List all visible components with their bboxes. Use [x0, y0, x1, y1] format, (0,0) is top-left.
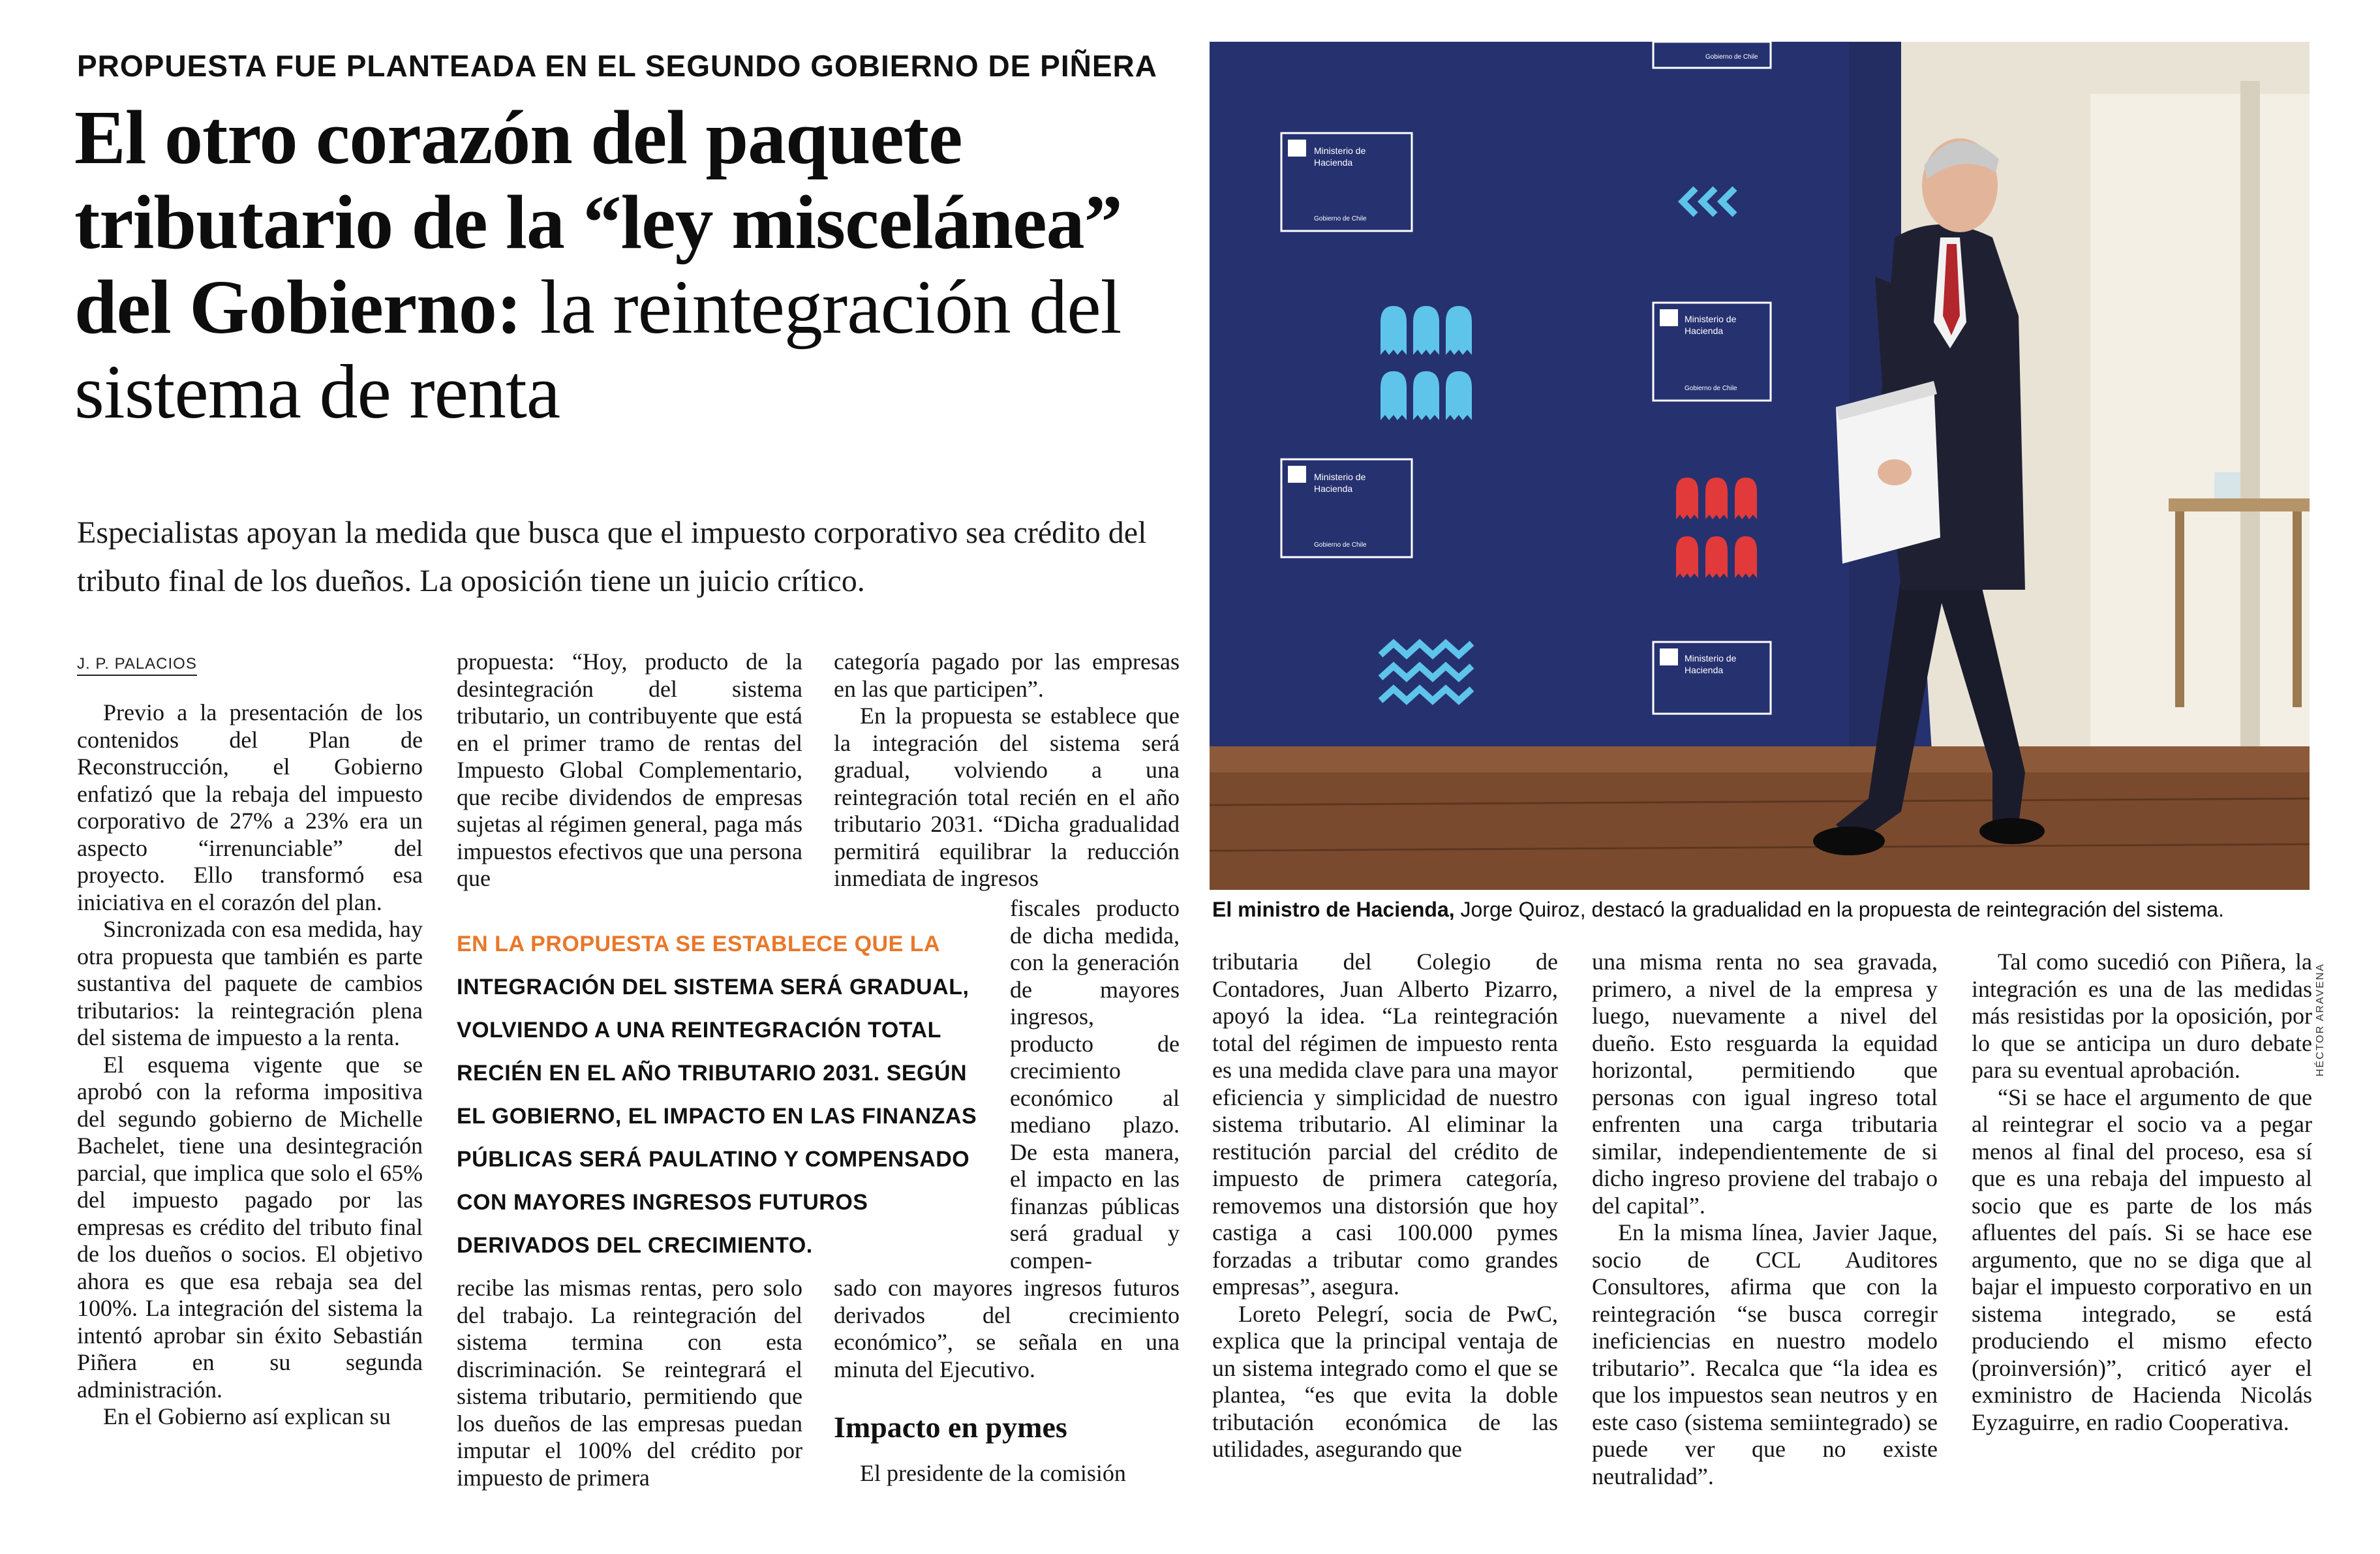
article-deck: Especialistas apoyan la medida que busca que el impuesto corporativo sea crédito del tributo final de los dueños. La oposición tiene un juicio crítico.: [77, 515, 1147, 598]
body-column-4: [1212, 949, 1558, 1463]
paragraph: una misma renta no sea gravada, primero, a nivel de la empresa y luego, nuevamente a nivel del dueño. Esto resguarda la equidad horizontal, permitiendo que personas con igual ingreso total enfrenten una carga tributaria similar, independientemente de si dicho ingreso proviene del trabajo o del capital”.: [1592, 949, 1938, 1219]
photo-caption: [1212, 896, 2308, 922]
pull-quote-accent: EN LA PROPUESTA SE ESTABLECE QUE LA: [457, 932, 939, 956]
paragraph: Tal como sucedió con Piñera, la integración es una de las medidas más resistidas por la oposición, por lo que se anticipa un duro debate para su eventual aprobación.: [1972, 949, 2312, 1083]
paragraph: categoría pagado por las empresas en las que participen”.: [834, 648, 1180, 702]
backdrop-label: Gobierno de Chile: [1705, 53, 1758, 61]
body-column-3-end: [834, 1460, 1180, 1487]
body-column-1: [77, 699, 423, 1431]
backdrop-label: Hacienda: [1685, 665, 1724, 675]
photo-credit: HÉCTOR ARAVENA: [2315, 962, 2326, 1076]
body-column-2-top: [457, 648, 802, 892]
paragraph: Loreto Pelegrí, socia de PwC, explica que la principal ventaja de un sistema integrado como el que se plantea, “es que evita la doble tributación económica de las utilidades, asegurando que: [1212, 1300, 1558, 1462]
article-kicker: PROPUESTA FUE PLANTEADA EN EL SEGUNDO GOBIERNO DE PIÑERA: [77, 49, 1157, 83]
backdrop-label: Gobierno de Chile: [1685, 385, 1737, 392]
paragraph: propuesta: “Hoy, producto de la desintegración del sistema tributario, un contribuyente que está en el primer tramo de rentas del Impuesto Global Complementario, que recibe dividendos de empresas sujetas al régimen general, paga más impuestos efectivos que una persona que: [457, 648, 802, 891]
paragraph: El presidente de la comisión: [860, 1460, 1126, 1486]
paragraph: recibe las mismas rentas, pero solo del trabajo. La reintegración del sistema termina con esta discriminación. Se reintegrará el sistema tributario, permitiendo que los dueños de las empresas puedan imputar el 100% del crédito por impuesto de primera: [457, 1275, 802, 1491]
paragraph: sado con mayores ingresos futuros derivados del crecimiento económico”, se señala en una minuta del Ejecutivo.: [834, 1275, 1180, 1382]
backdrop-label: Hacienda: [1314, 157, 1353, 168]
paragraph: En la misma línea, Javier Jaque, socio de CCL Auditores Consultores, afirma que con la reintegración “se busca corregir ineficiencias en nuestro modelo tributario”. Recalca que “la idea es que los impuestos sean neutros y en este caso (sistema semiintegrado) se puede ver que no existe neutralidad”.: [1592, 1219, 1938, 1489]
backdrop-label: Hacienda: [1314, 483, 1353, 494]
paragraph: Previo a la presentación de los contenidos del Plan de Reconstrucción, el Gobierno enfatizó que la rebaja del impuesto corporativo de 27% a 23% era un aspecto “irrenunciable” del proyecto. Ello transformó esa iniciativa en el corazón del plan.: [77, 699, 423, 915]
paragraph: En la propuesta se establece que la integración del sistema será gradual, volviendo a una reintegración total recién en el año tributario 2031. “Dicha gradualidad permitirá equilibrar la reducción inmediata de ingresos: [834, 703, 1180, 891]
body-column-5: [1592, 949, 1938, 1490]
backdrop-label: Ministerio de: [1314, 472, 1366, 482]
body-column-3-narrow: [1010, 895, 1180, 1274]
paragraph: tributaria del Colegio de Contadores, Juan Alberto Pizarro, apoyó la idea. “La reintegración total del régimen de impuesto renta es una medida clave para una mayor eficiencia y simplicidad de nuestro sistema tributario. Al eliminar la restitución parcial del crédito de impuesto de primera categoría, removemos una distorsión que hoy castiga a casi 100.000 pymes forzadas a tributar como grandes empresas”, asegura.: [1212, 949, 1558, 1300]
backdrop-label: Gobierno de Chile: [1314, 541, 1367, 549]
subheading: Impacto en pymes: [834, 1410, 1067, 1444]
body-column-3-top: [834, 648, 1180, 892]
headline-bold-part: El otro corazón del paquete tributario de la “ley miscelánea” del Gobierno:: [74, 95, 1122, 350]
paragraph: El esquema vigente que se aprobó con la reforma impositiva del segundo gobierno de Michelle Bachelet, tiene una desintegración parcial, que implica que solo el 65% del impuesto pagado por las empresas es crédito del tributo final de los dueños o socios. El objetivo ahora es que esa rebaja sea del 100%. La integración del sistema la intentó aprobar sin éxito Sebastián Piñera en su segunda administración.: [77, 1051, 423, 1403]
article-photo: [1210, 42, 2310, 890]
caption-lead: El ministro de Hacienda,: [1212, 898, 1455, 921]
pull-quote: [457, 922, 998, 1267]
body-column-3-bottom: [834, 1275, 1180, 1383]
paragraph: En el Gobierno así explican su: [103, 1403, 391, 1429]
pull-quote-text: INTEGRACIÓN DEL SISTEMA SERÁ GRADUAL, VOLVIENDO A UNA REINTEGRACIÓN TOTAL RECIÉN EN EL AÑO TRIBUTARIO 2031. SEGÚN EL GOBIERNO, EL IMPACTO EN LAS FINANZAS PÚBLICAS SERÁ PAULATINO Y COMPENSADO CON MAYORES INGRESOS FUTUROS DERIVADOS DEL CRECIMIENTO.: [457, 975, 977, 1258]
paragraph: Sincronizada con esa medida, hay otra propuesta que también es parte sustantiva del paquete de cambios tributarios: la reintegración plena del sistema de impuesto a la renta.: [77, 916, 423, 1050]
photo-illustration: [1210, 42, 2310, 890]
headline-light-part: la reintegración del sistema de renta: [74, 264, 1121, 434]
backdrop-label: Gobierno de Chile: [1314, 215, 1367, 222]
byline: J. P. PALACIOS: [77, 655, 197, 676]
paragraph: fiscales producto de dicha medida, con la generación de mayores ingresos, producto de crecimiento económico al mediano plazo. De esta manera, el impacto en las finanzas públicas será gradual y compen-: [1010, 895, 1180, 1273]
body-column-2-bottom: [457, 1275, 802, 1491]
article-headline: [74, 95, 1223, 434]
backdrop-label: Ministerio de: [1685, 314, 1737, 324]
caption-text: Jorge Quiroz, destacó la gradualidad en la propuesta de reintegración del sistema.: [1454, 898, 2225, 921]
body-column-6: [1972, 949, 2312, 1436]
backdrop-label: Ministerio de: [1314, 145, 1366, 156]
backdrop-label: Hacienda: [1685, 326, 1724, 336]
backdrop-label: Ministerio de: [1685, 653, 1737, 663]
paragraph: “Si se hace el argumento de que al reintegrar el socio va a pegar menos al final del proceso, esa sí que es una rebaja del impuesto al socio que es parte de los más afluentes del país. Si se hace ese argumento, que no se diga que al bajar el impuesto corporativo en un sistema integrado, se está produciendo el mismo efecto (proinversión)”, criticó ayer el exministro de Hacienda Nicolás Eyzaguirre, en radio Cooperativa.: [1972, 1084, 2312, 1435]
